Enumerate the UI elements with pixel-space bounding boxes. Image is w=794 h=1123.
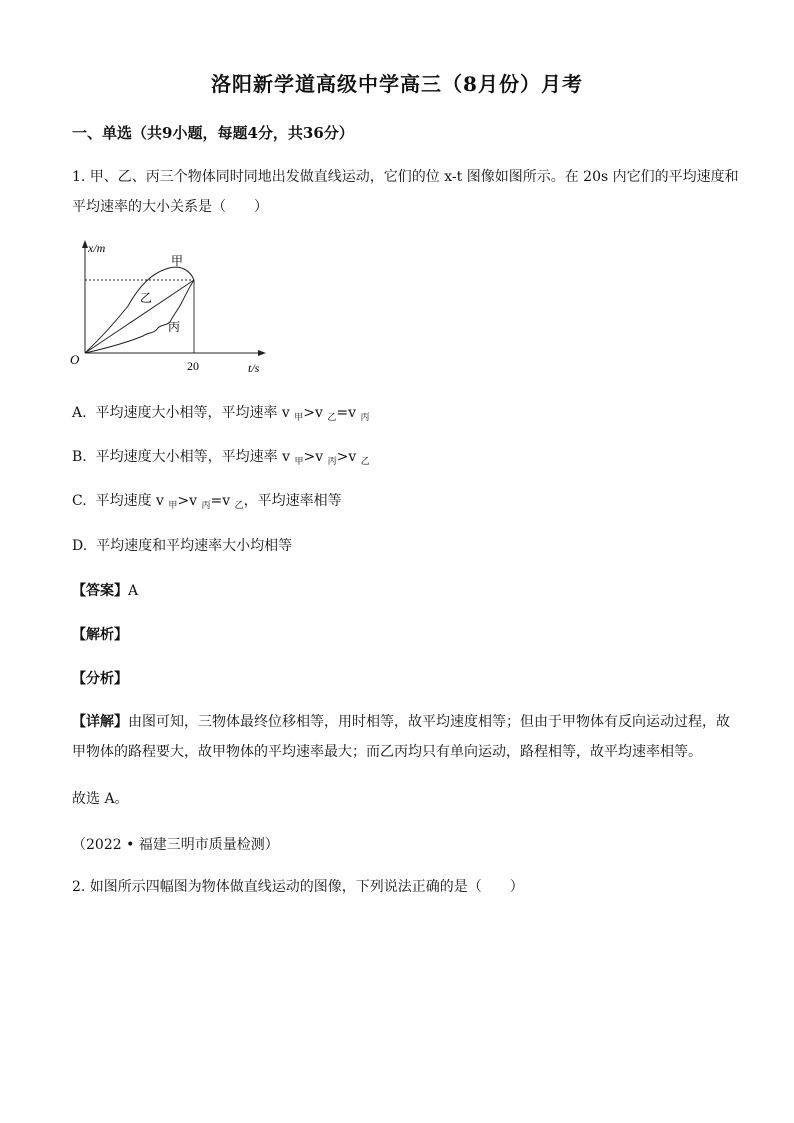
fenxi-tag: 【分析】 xyxy=(72,671,128,687)
x-axis-label: t/s xyxy=(248,361,260,375)
option-b-sub-2: 丙 xyxy=(327,457,337,467)
detail-paragraph xyxy=(72,707,732,767)
question-1-line-2: 平均速率的大小关系是（ ） xyxy=(72,199,268,215)
option-b-mid-2: >v xyxy=(336,449,361,465)
option-b-sub-3: 乙 xyxy=(360,457,370,467)
option-c-end: ，平均速率相等 xyxy=(243,493,342,509)
curve-label-bing: 丙 xyxy=(168,320,181,334)
option-a-sub-2: 乙 xyxy=(327,413,337,423)
option-a-sub-1: 甲 xyxy=(294,413,304,423)
option-c-sub-2: 丙 xyxy=(201,501,211,511)
option-a[interactable] xyxy=(72,402,370,423)
origin-label: O xyxy=(70,352,80,367)
page-title: 洛阳新学道高级中学高三（8月份）月考 xyxy=(211,72,583,96)
fenxi-line xyxy=(72,668,128,688)
option-c-mid-1: >v xyxy=(177,493,202,509)
x-tick-label: 20 xyxy=(187,359,199,373)
analysis-line xyxy=(72,624,128,644)
y-axis-label: x/m xyxy=(88,241,106,255)
option-b[interactable] xyxy=(72,446,370,467)
answer-line xyxy=(72,580,138,600)
xt-graph-figure xyxy=(68,236,268,381)
analysis-tag: 【解析】 xyxy=(72,627,128,643)
option-b-mid-1: >v xyxy=(303,449,328,465)
option-d[interactable] xyxy=(72,535,292,555)
answer-value: A xyxy=(128,583,139,599)
option-b-letter: B. xyxy=(72,449,87,465)
detail-tag: 【详解】 xyxy=(72,714,128,730)
detail-text: 由图可知，三物体最终位移相等，用时相等，故平均速度相等；但由于甲物体有反向运动过程，故甲物体的路程要大，故甲物体的平均速率最大；而乙丙均只有单向运动，路程相等，故平均速率相等。 xyxy=(72,714,730,760)
option-c-mid-2: =v xyxy=(210,493,235,509)
question-2-line-1: 2. 如图所示四幅图为物体做直线运动的图像，下列说法正确的是（ ） xyxy=(72,879,524,895)
option-a-sub-3: 丙 xyxy=(360,413,370,423)
option-c-sub-1: 甲 xyxy=(168,501,178,511)
option-d-letter: D. xyxy=(72,538,88,554)
section-heading: 一、单选（共9小题，每题4分，共36分） xyxy=(72,124,354,142)
option-a-mid-2: =v xyxy=(336,405,361,421)
curve-label-yi: 乙 xyxy=(140,291,153,305)
option-c[interactable] xyxy=(72,490,342,511)
curve-label-jia: 甲 xyxy=(171,254,184,268)
option-a-letter: A. xyxy=(72,405,87,421)
answer-tag: 【答案】 xyxy=(72,583,128,599)
conclusion-line: 故选 A。 xyxy=(72,791,129,807)
source-note: （2022 • 福建三明市质量检测） xyxy=(72,837,279,853)
option-a-mid-1: >v xyxy=(303,405,328,421)
option-c-text: 平均速度 v xyxy=(95,493,169,509)
x-axis-arrow xyxy=(258,350,266,356)
option-c-letter: C. xyxy=(72,493,87,509)
option-b-text: 平均速度大小相等，平均速率 v xyxy=(95,449,295,465)
option-c-sub-3: 乙 xyxy=(234,501,244,511)
question-1-line-1: 1. 甲、乙、丙三个物体同时同地出发做直线运动，它们的位 x-t 图像如图所示。在 20s 内它们的平均速度和 xyxy=(72,169,739,185)
option-d-text: 平均速度和平均速率大小均相等 xyxy=(96,538,293,554)
option-b-sub-1: 甲 xyxy=(294,457,304,467)
option-a-text: 平均速度大小相等，平均速率 v xyxy=(95,405,295,421)
